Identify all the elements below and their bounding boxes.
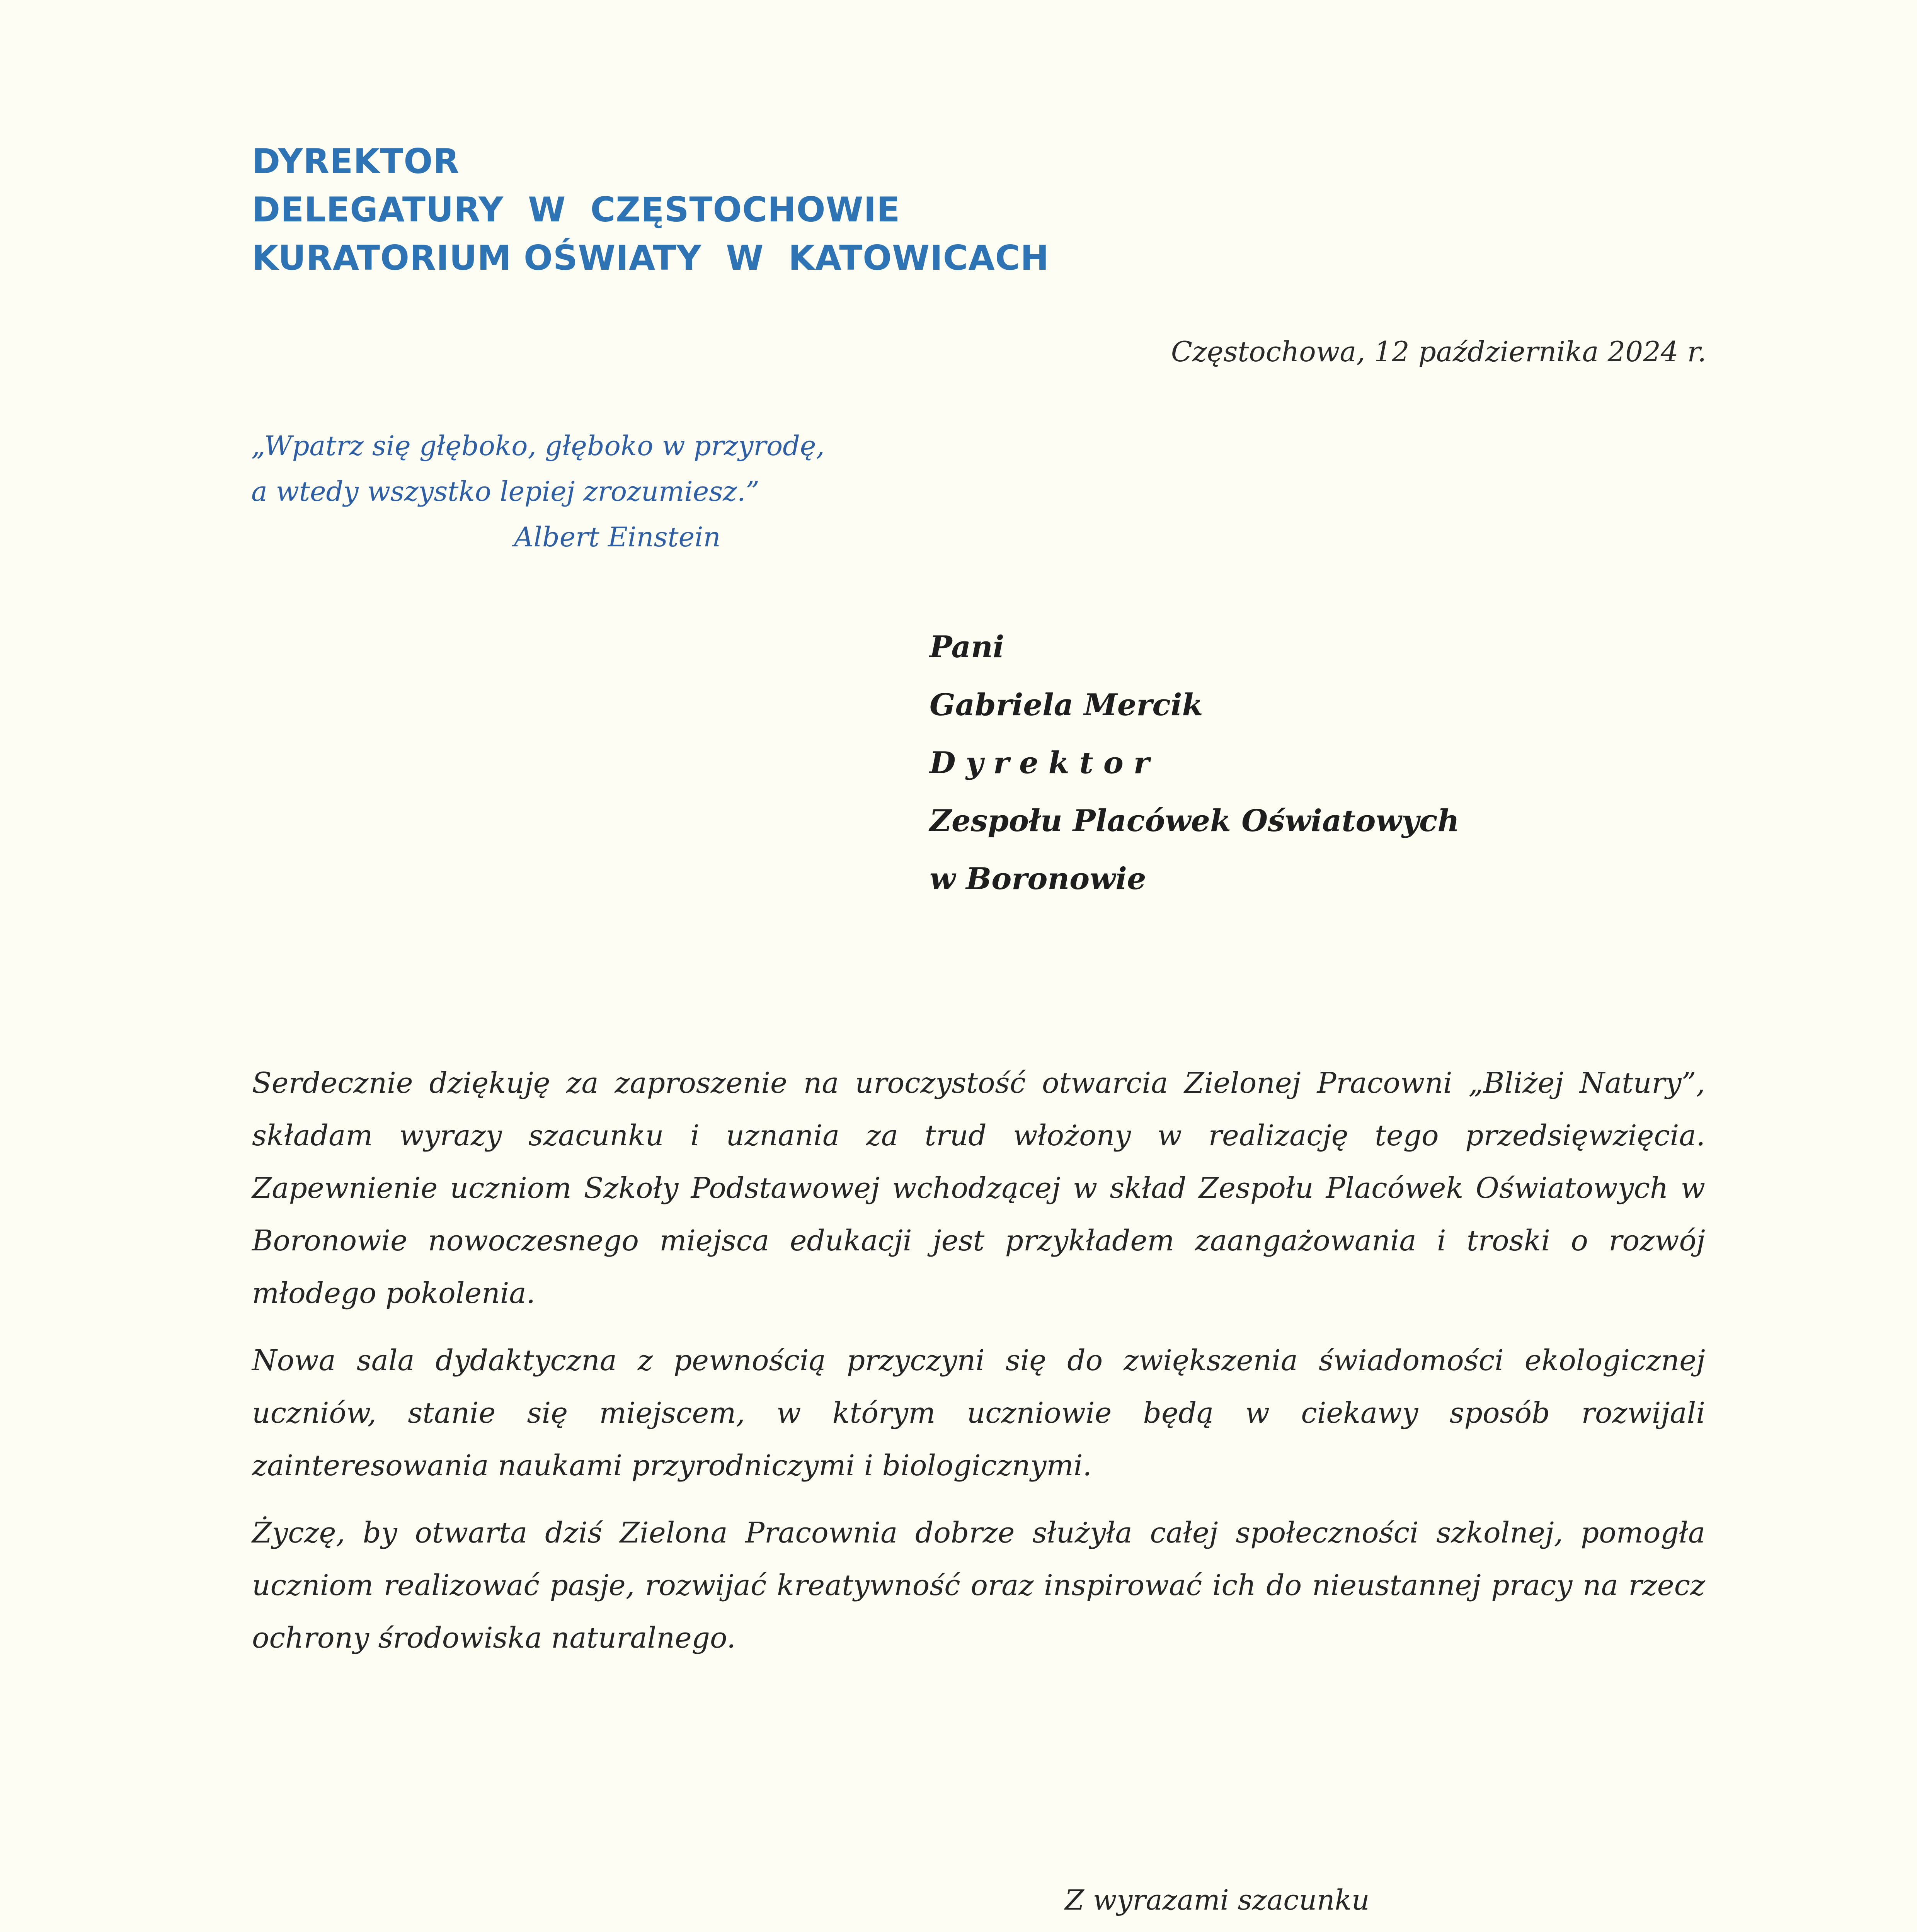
letterhead-line-1: DYREKTOR — [252, 141, 460, 181]
letter-body — [252, 1057, 1705, 1679]
motto-line-1: „Wpatrz się głęboko, głęboko w przyrodę, — [251, 430, 825, 462]
motto-quote — [251, 423, 825, 560]
letterhead-line-3: KURATORIUM OŚWIATY W KATOWICACH — [252, 238, 1049, 278]
motto-author: Albert Einstein — [514, 521, 721, 553]
recipient-block — [930, 618, 1459, 908]
recipient-location: w Boronowie — [930, 861, 1146, 896]
letterhead — [252, 137, 1049, 282]
body-paragraph-1: Serdecznie dziękuję za zaproszenie na uroczystość otwarcia Zielonej Pracowni „Bliżej Natury”, składam wyrazy szacunku i uznania za trud włożony w realizację tego przedsięwzięcia. Zapewnienie uczniom Szkoły Podstawowej wchodzącej w skład Zespołu Placówek Oświatowych w Boronowie nowoczesnego miejsca edukacji jest przykładem zaangażowania i troski o rozwój młodego pokolenia. — [252, 1066, 1705, 1310]
letterhead-line-2: DELEGATURY W CZĘSTOCHOWIE — [252, 190, 901, 230]
motto-line-2: a wtedy wszystko lepiej zrozumiesz.” — [251, 476, 760, 507]
handwritten-signature — [966, 1928, 1476, 1932]
letter-date: Częstochowa, 12 października 2024 r. — [1171, 335, 1706, 368]
recipient-name: Gabriela Mercik — [930, 687, 1203, 723]
body-paragraph-3: Życzę, by otwarta dziś Zielona Pracownia dobrze służyła całej społeczności szkolnej, pomogła uczniom realizować pasje, rozwijać kreatywność oraz inspirować ich do nieustannej pracy na rzecz ochrony środowiska naturalnego. — [252, 1516, 1705, 1655]
recipient-salutation: Pani — [930, 629, 1004, 665]
recipient-title: Dyrektor — [930, 745, 1159, 781]
body-paragraph-2: Nowa sala dydaktyczna z pewnością przyczyni się do zwiększenia świadomości ekologicznej uczniów, stanie się miejscem, w którym uczniowie będą w ciekawy sposób rozwijali zainteresowania naukami przyrodniczymi i biologicznymi. — [252, 1344, 1705, 1482]
closing-phrase: Z wyrazami szacunku — [1065, 1884, 1370, 1916]
recipient-institution: Zespołu Placówek Oświatowych — [930, 803, 1460, 838]
